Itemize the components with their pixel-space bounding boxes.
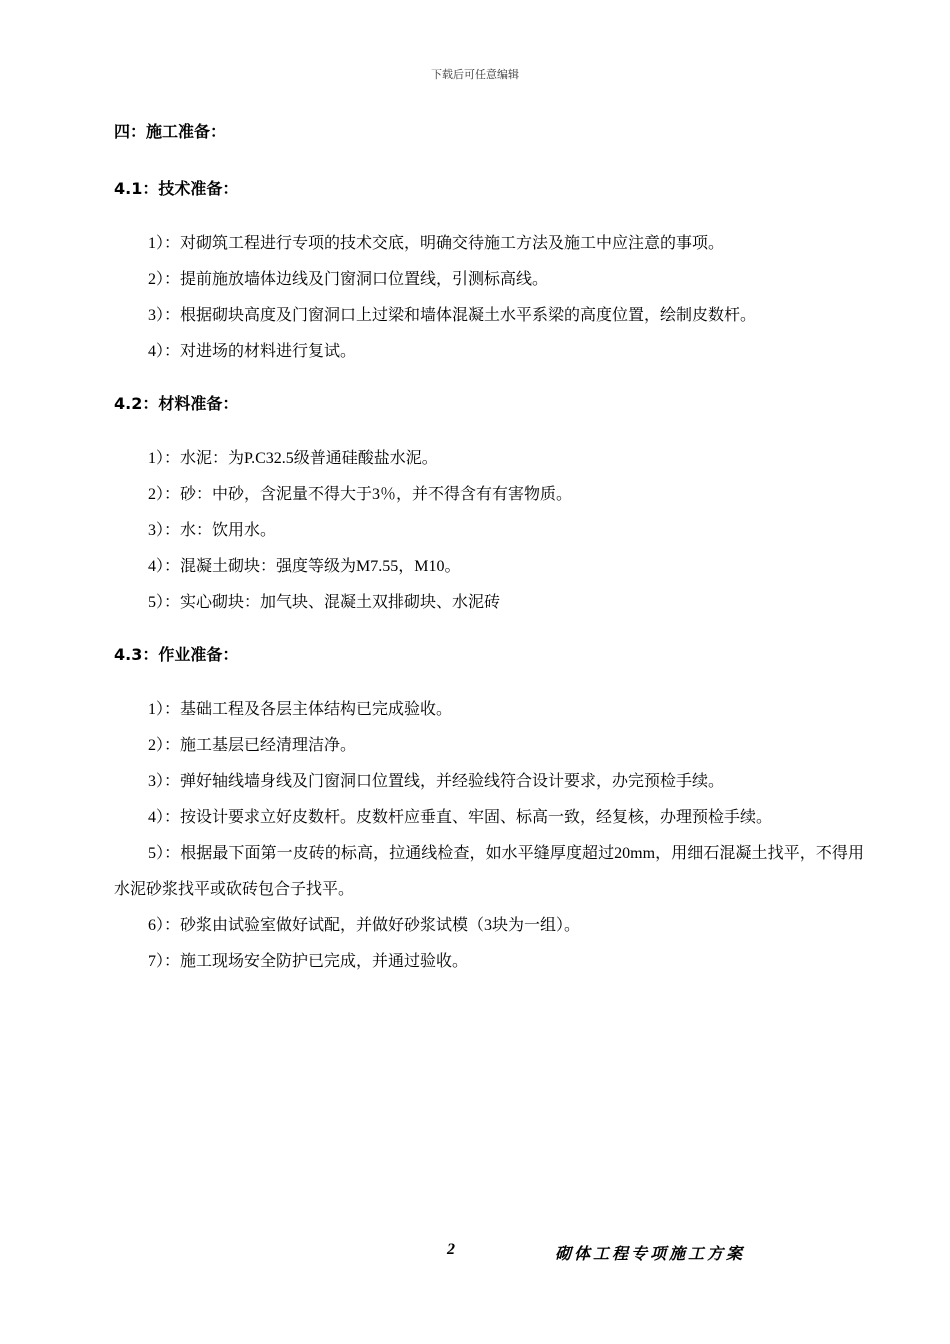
list-item: 5）：根据最下面第一皮砖的标高，拉通线检查，如水平缝厚度超过20mm，用细石混凝土找平，不得用水泥砂浆找平或砍砖包合子找平。 <box>114 845 864 898</box>
list-item: 4）：对进场的材料进行复试。 <box>148 343 357 360</box>
list-item: 3）：弹好轴线墙身线及门窗洞口位置线，并经验线符合设计要求，办完预检手续。 <box>148 773 725 790</box>
list-item: 4）：混凝土砌块：强度等级为M7.55，M10。 <box>148 558 461 575</box>
list-item: 6）：砂浆由试验室做好试配，并做好砂浆试模（3块为一组）。 <box>148 917 581 934</box>
list-item: 2）：施工基层已经清理洁净。 <box>148 737 357 754</box>
list-item: 3）：根据砌块高度及门窗洞口上过梁和墙体混凝土水平系梁的高度位置，绘制皮数杆。 <box>148 307 757 324</box>
header-note: 下载后可任意编辑 <box>431 69 519 81</box>
list-item: 7）：施工现场安全防护已完成，并通过验收。 <box>148 953 469 970</box>
list-item: 1）：基础工程及各层主体结构已完成验收。 <box>148 701 453 718</box>
footer-doc-title: 砌体工程专项施工方案 <box>555 1246 746 1263</box>
section-work-prep <box>114 641 864 980</box>
list-item: 1）：对砌筑工程进行专项的技术交底，明确交待施工方法及施工中应注意的事项。 <box>148 235 725 252</box>
list-item: 2）：砂：中砂，含泥量不得大于3％，并不得含有有害物质。 <box>148 486 573 503</box>
page-number: 2 <box>447 1241 455 1258</box>
list-item: 2）：提前施放墙体边线及门窗洞口位置线，引测标高线。 <box>148 271 549 288</box>
section-title: 四：施工准备： <box>114 122 227 141</box>
document-body <box>114 118 864 1000</box>
section-heading: 4.2：材料准备： <box>114 394 239 413</box>
list-item: 1）：水泥：为P.C32.5级普通硅酸盐水泥。 <box>148 450 438 467</box>
list-item: 4）：按设计要求立好皮数杆。皮数杆应垂直、牢固、标高一致，经复核，办理预检手续。 <box>148 809 773 826</box>
list-item: 3）：水：饮用水。 <box>148 522 277 539</box>
list-item: 5）：实心砌块：加气块、混凝土双排砌块、水泥砖 <box>148 594 501 611</box>
section-material-prep <box>114 390 864 621</box>
section-technical-prep <box>114 175 864 370</box>
section-heading: 4.3：作业准备： <box>114 645 239 664</box>
section-heading: 4.1：技术准备： <box>114 179 239 198</box>
